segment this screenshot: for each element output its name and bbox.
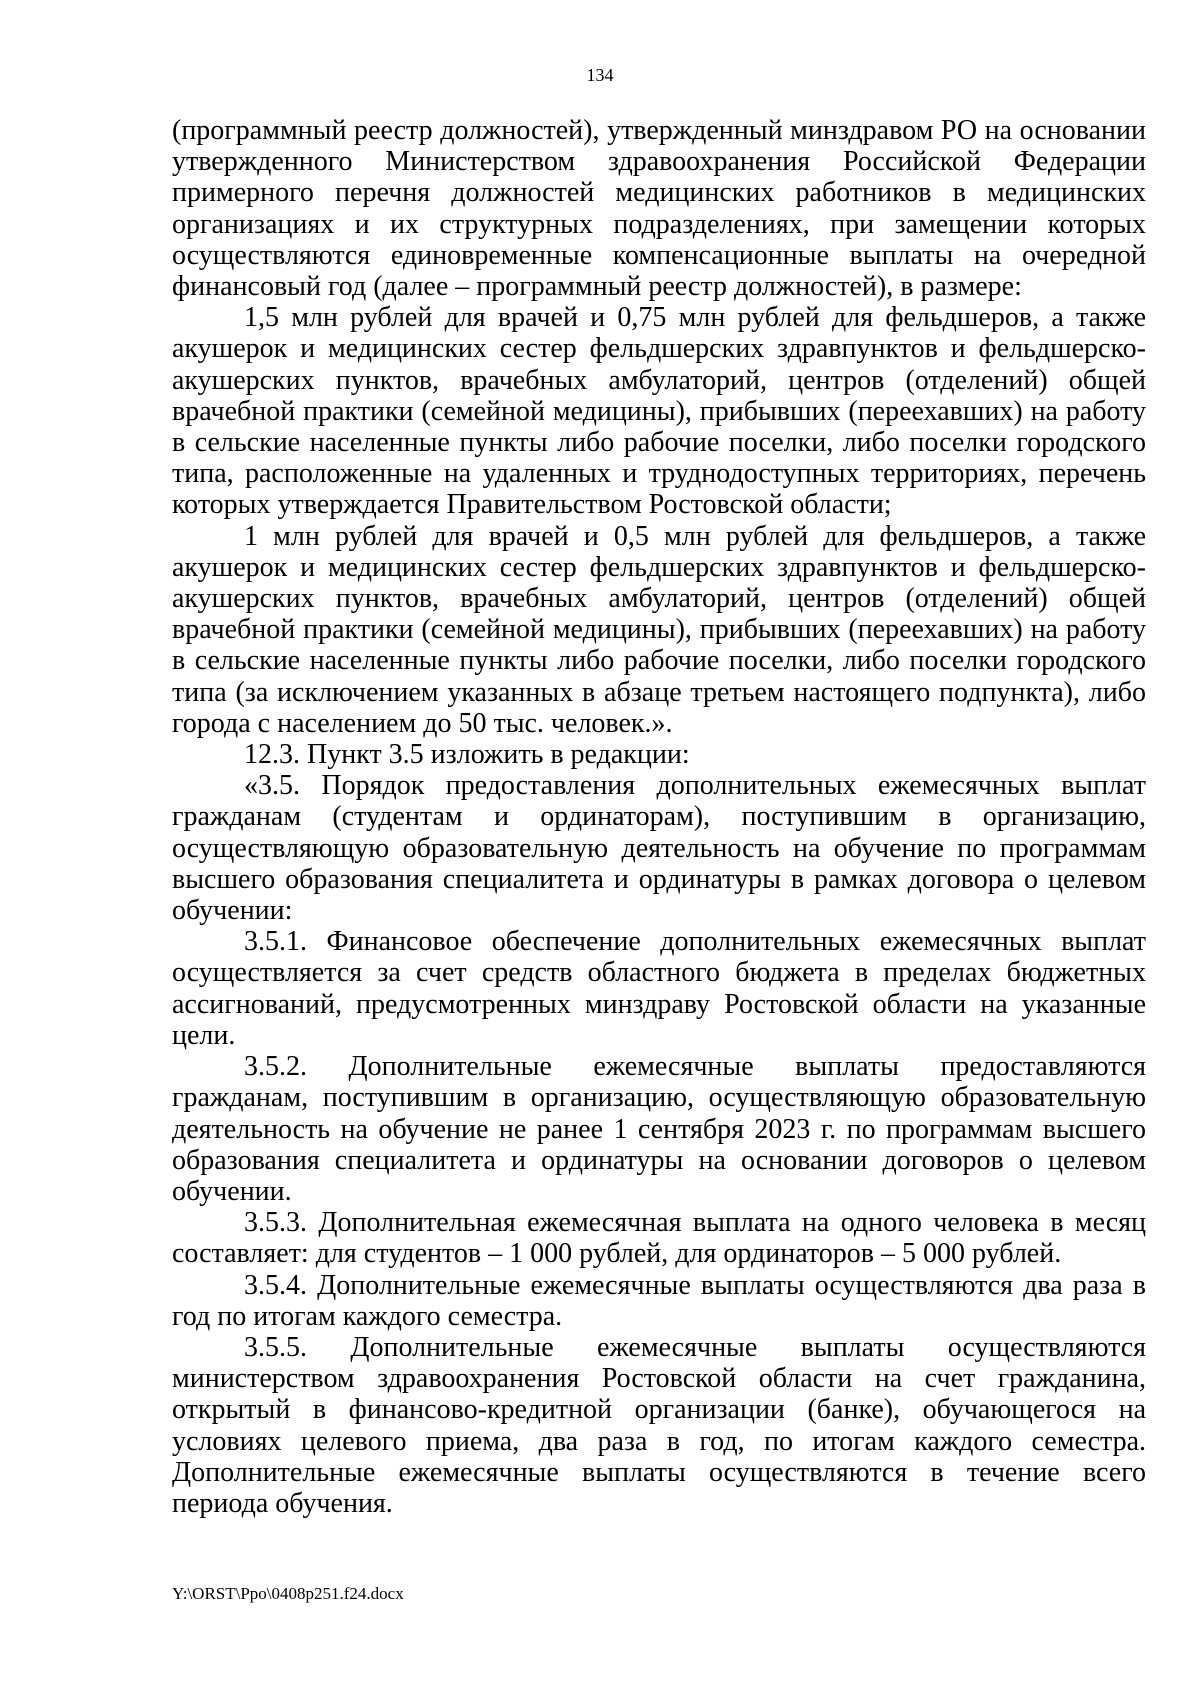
paragraph-3-5-4: 3.5.4. Дополнительные ежемесячные выплаты осуществляются два раза в год по итогам каждого семестра. <box>172 1269 1146 1332</box>
paragraph-3-5-5: 3.5.5. Дополнительные ежемесячные выплаты осуществляются министерством здравоохранения Ростовской области на счет гражданина, открытый в финансово-кредитной организации (банке), обучающегося на условиях целевого приема, два раза в год, по итогам каждого семестра. Дополнительные ежемесячные выплаты осуществляются в течение всего периода обучения. <box>172 1331 1146 1519</box>
document-body <box>172 115 1146 1519</box>
paragraph-continuation: (программный реестр должностей), утвержденный минздравом РО на основании утвержденного Министерством здравоохранения Российской Федерации примерного перечня должностей медицинских работников в медицинских организациях и их структурных подразделениях, при замещении которых осуществляются единовременные компенсационные выплаты на очередной финансовый год (далее – программный реестр должностей), в размере: <box>172 115 1146 303</box>
paragraph-amount-rural: 1 млн рублей для врачей и 0,5 млн рублей для фельдшеров, а также акушерок и медицинских сестер фельдшерских здравпунктов и фельдшерско-акушерских пунктов, врачебных амбулаторий, центров (отделений) общей врачебной практики (семейной медицины), прибывших (переехавших) на работу в сельские населенные пункты либо рабочие поселки, либо поселки городского типа (за исключением указанных в абзаце третьем настоящего подпункта), либо города с населением до 50 тыс. человек.». <box>172 520 1146 739</box>
paragraph-3-5-2: 3.5.2. Дополнительные ежемесячные выплаты предоставляются гражданам, поступившим в организацию, осуществляющую образовательную деятельность на обучение не ранее 1 сентября 2023 г. по программам высшего образования специалитета и ординатуры на основании договоров о целевом обучении. <box>172 1051 1146 1207</box>
paragraph-12-3: 12.3. Пункт 3.5 изложить в редакции: <box>244 739 690 771</box>
paragraph-3-5-3: 3.5.3. Дополнительная ежемесячная выплата на одного человека в месяц составляет: для студентов – 1 000 рублей, для ординаторов – 5 000 рублей. <box>172 1207 1146 1270</box>
paragraph-3-5: «3.5. Порядок предоставления дополнительных ежемесячных выплат гражданам (студентам и ординаторам), поступившим в организацию, осуществляющую образовательную деятельность на обучение по программам высшего образования специалитета и ординатуры в рамках договора о целевом обучении: <box>172 770 1146 927</box>
page-number: 134 <box>586 65 614 85</box>
paragraph-3-5-1: 3.5.1. Финансовое обеспечение дополнительных ежемесячных выплат осуществляется за счет средств областного бюджета в пределах бюджетных ассигнований, предусмотренных минздраву Ростовской области на указанные цели. <box>172 926 1146 1051</box>
footer-file-path: Y:\ORST\Ppo\0408p251.f24.docx <box>172 1584 404 1603</box>
paragraph-amount-remote: 1,5 млн рублей для врачей и 0,75 млн рублей для фельдшеров, а также акушерок и медицинских сестер фельдшерских здравпунктов и фельдшерско-акушерских пунктов, врачебных амбулаторий, центров (отделений) общей врачебной практики (семейной медицины), прибывших (переехавших) на работу в сельские населенные пункты либо рабочие поселки, либо поселки городского типа, расположенные на удаленных и труднодоступных территориях, перечень которых утверждается Правительством Ростовской области; <box>172 302 1146 521</box>
